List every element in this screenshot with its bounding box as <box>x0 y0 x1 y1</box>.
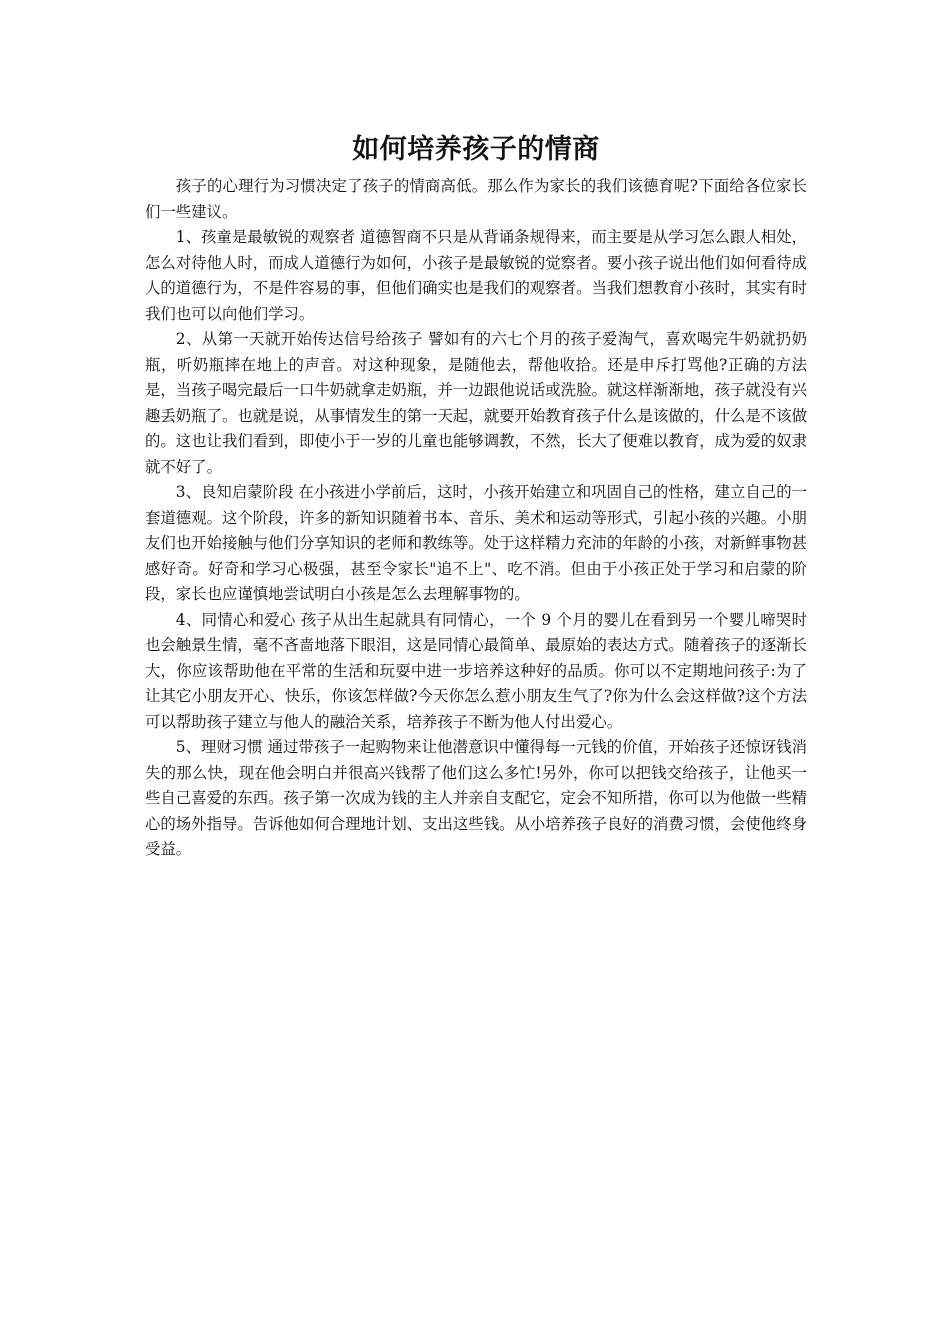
paragraph-point-3: 3、良知启蒙阶段 在小孩进小学前后，这时，小孩开始建立和巩固自己的性格，建立自己的一套道德观。这个阶段，许多的新知识随着书本、音乐、美术和运动等形式，引起小孩的兴趣。小朋友们也开始接触与他们分享知识的老师和教练等。处于这样精力充沛的年龄的小孩，对新鲜事物甚感好奇。好奇和学习心极强，甚至令家长"追不上"、吃不消。但由于小孩正处于学习和启蒙的阶段，家长也应谨慎地尝试明白小孩是怎么去理解事物的。 <box>145 483 807 603</box>
paragraph-point-2: 2、从第一天就开始传达信号给孩子 譬如有的六七个月的孩子爱淘气，喜欢喝完牛奶就扔奶瓶，听奶瓶摔在地上的声音。对这种现象，是随他去，帮他收拾。还是申斥打骂他?正确的方法是，当孩子喝完最后一口牛奶就拿走奶瓶，并一边跟他说话或洗脸。就这样渐渐地，孩子就没有兴趣丢奶瓶了。也就是说，从事情发生的第一天起，就要开始教育孩子什么是该做的，什么是不该做的。这也让我们看到，即使小于一岁的儿童也能够调教，不然，长大了便难以教育，成为爱的奴隶就不好了。 <box>145 330 807 476</box>
paragraph-intro: 孩子的心理行为习惯决定了孩子的情商高低。那么作为家长的我们该德育呢?下面给各位家长们一些建议。 <box>145 177 807 221</box>
document-page <box>145 128 807 863</box>
paragraph-point-4: 4、同情心和爱心 孩子从出生起就具有同情心，一个 9 个月的婴儿在看到另一个婴儿啼哭时也会触景生情，毫不吝啬地落下眼泪，这是同情心最简单、最原始的表达方式。随着孩子的逐渐长大，你应该帮助他在平常的生活和玩耍中进一步培养这种好的品质。你可以不定期地问孩子:为了让其它小朋友开心、快乐，你该怎样做?今天你怎么惹小朋友生气了?你为什么会这样做?这个方法可以帮助孩子建立与他人的融洽关系，培养孩子不断为他人付出爱心。 <box>145 610 807 731</box>
paragraph-point-1: 1、孩童是最敏锐的观察者 道德智商不只是从背诵条规得来，而主要是从学习怎么跟人相处，怎么对待他人时，而成人道德行为如何，小孩子是最敏锐的觉察者。要小孩子说出他们如何看待成人的道德行为，不是件容易的事，但他们确实也是我们的观察者。当我们想教育小孩时，其实有时我们也可以向他们学习。 <box>145 228 807 323</box>
paragraph-point-5: 5、理财习惯 通过带孩子一起购物来让他潜意识中懂得每一元钱的价值，开始孩子还惊讶钱消失的那么快，现在他会明白并很高兴钱帮了他们这么多忙!另外，你可以把钱交给孩子，让他买一些自己喜爱的东西。孩子第一次成为钱的主人并亲自支配它，定会不知所措，你可以为他做一些精心的场外指导。告诉他如何合理地计划、支出这些钱。从小培养孩子良好的消费习惯，会使他终身受益。 <box>145 738 807 858</box>
document-title: 如何培养孩子的情商 <box>352 134 600 165</box>
